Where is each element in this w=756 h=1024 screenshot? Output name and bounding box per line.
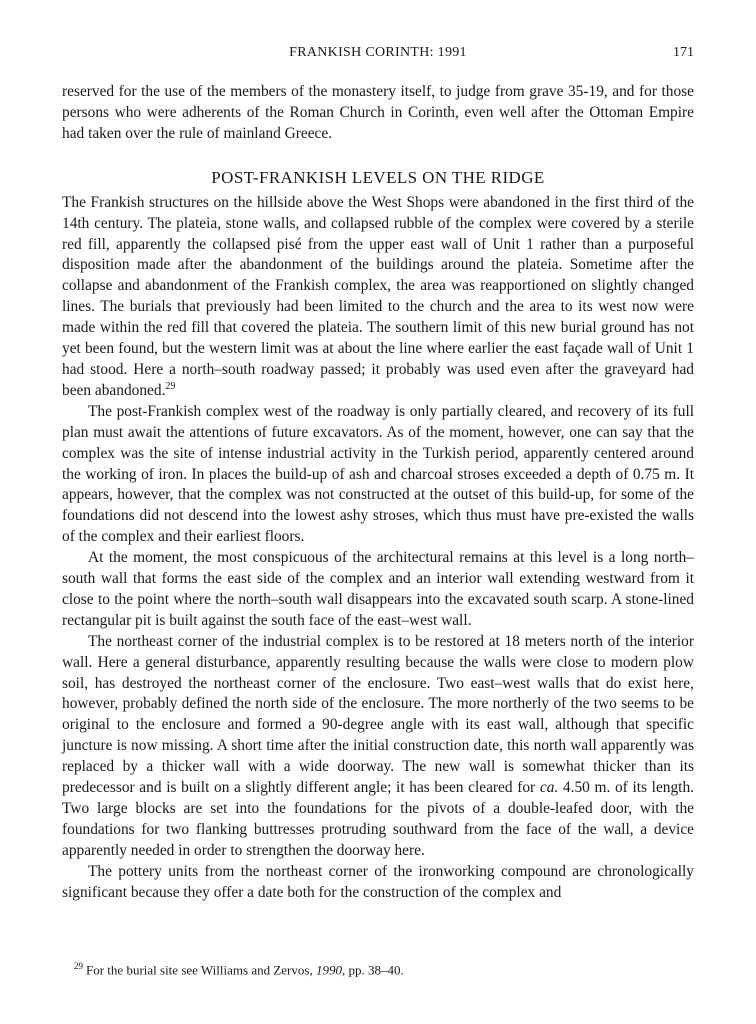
footnote-number: 29 <box>74 961 83 971</box>
paragraph-continued: reserved for the use of the members of the monastery itself, to judge from grave 35-19, and for those persons who were adherents of the Roman Church in Corinth, even well after the Ottoman Empire had taken over the rule of mainland Greece. <box>62 83 694 142</box>
footnote <box>62 958 694 978</box>
running-title: FRANKISH CORINTH: 1991 <box>289 45 467 60</box>
paragraph-abandonment <box>62 193 694 402</box>
paragraph-northeast-corner-text-a: The northeast corner of the industrial complex is to be restored at 18 meters north of the interior wall. Here a general disturbance, apparently resulting because the walls were close to modern plow soil, has destroyed the northeast corner of the enclosure. Two east–west walls that do exist here, however, probably defined the north side of the enclosure. The more northerly of the two seems to be original to the enclosure and formed a 90-degree angle with its east wall, although that specific juncture is now missing. A short time after the initial construction date, this north wall apparently was replaced by a thicker wall with a wide doorway. The new wall is somewhat thicker than its predecessor and is built on a slightly different angle; it has been cleared for <box>62 632 694 797</box>
footnote-text-a: For the burial site see Williams and Zervos, <box>86 962 316 978</box>
footnote-text-b: , pp. 38–40. <box>341 962 404 978</box>
page-number: 171 <box>673 45 694 60</box>
running-head <box>62 44 694 62</box>
paragraph-northeast-corner-italic: ca. <box>539 779 559 797</box>
paragraph-pottery-units: The pottery units from the northeast corner of the ironworking compound are chronologically significant because they offer a date both for the construction of the complex and <box>62 862 694 901</box>
body-text <box>62 82 694 904</box>
paragraph-northeast-corner <box>62 632 694 862</box>
footnote-text-italic: 1990 <box>315 962 342 978</box>
paragraph-architectural-remains: At the moment, the most conspicuous of the architectural remains at this level is a long north–south wall that forms the east side of the complex and an interior wall extending westward from it close to the point where the north–south wall disappears into the excavated south scarp. A stone-lined rectangular pit is built against the south face of the east–west wall. <box>62 549 694 629</box>
section-heading: POST-FRANKISH LEVELS ON THE RIDGE <box>211 167 545 187</box>
paragraph-abandonment-text: The Frankish structures on the hillside above the West Shops were abandoned in the first third of the 14th century. The plateia, stone walls, and collapsed rubble of the complex were covered by a sterile red fill, apparently the collapsed pisé from the upper east wall of Unit 1 rather than a purposeful disposition made after the abandonment of the buildings around the plateia. Sometime after the collapse and abandonment of the Frankish complex, the area was reapportioned on slightly changed lines. The burials that previously had been limited to the church and the area to its west now were made within the red fill that covered the plateia. The southern limit of this new burial ground has not yet been found, but the western limit was at about the line where earlier the east façade wall of Unit 1 had stood. Here a north–south roadway passed; it probably was used even after the graveyard had been abandoned. <box>62 193 694 399</box>
paragraph-northeast-corner-text-b: 4.50 m. of its length. Two large blocks are set into the foundations for the pivots of a double-leafed door, with the foundations for two flanking buttresses protruding southward from the face of the wall, a device apparently needed in order to strengthen the doorway here. <box>62 779 694 859</box>
paragraph-industrial-complex: The post-Frankish complex west of the roadway is only partially cleared, and recovery of its full plan must await the attentions of future excavators. As of the moment, however, one can say that the complex was the site of intense industrial activity in the Turkish period, apparently centered around the working of iron. In places the build-up of ash and charcoal stroses exceeded a depth of 0.75 m. It appears, however, that the complex was not constructed at the outset of this build-up, for some of the foundations did not descend into the lowest ashy stroses, which thus must have pre-existed the walls of the complex and their earliest floors. <box>62 402 694 546</box>
footnote-reference: 29 <box>165 380 176 392</box>
